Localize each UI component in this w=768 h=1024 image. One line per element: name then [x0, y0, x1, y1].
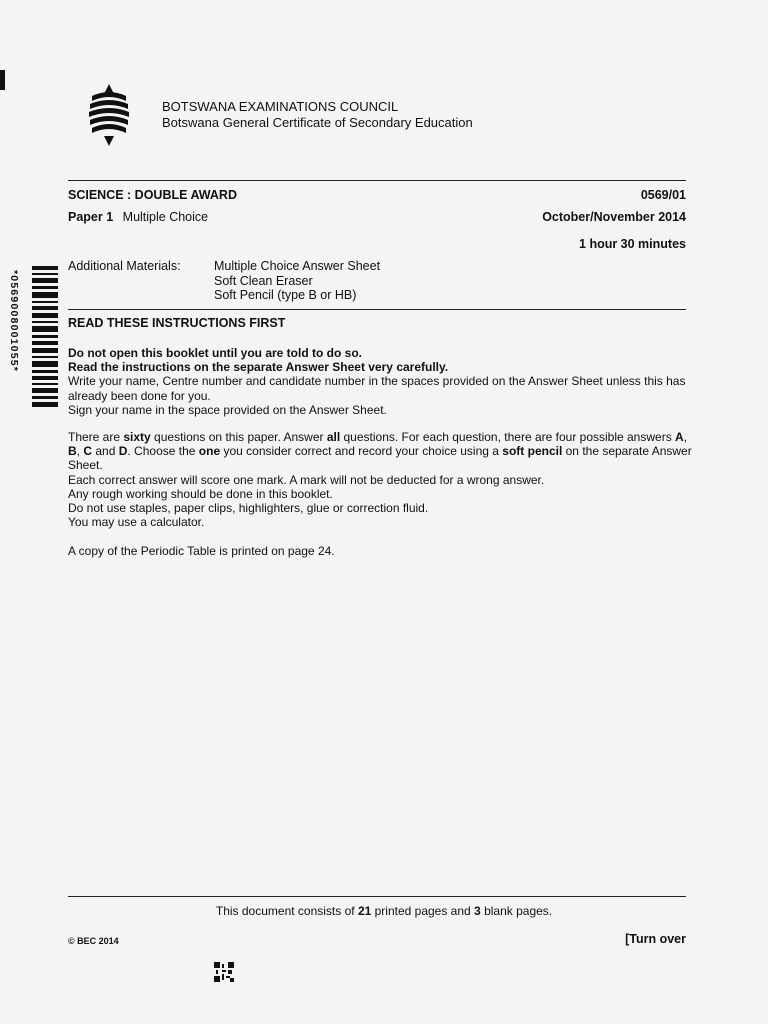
instructions-block-2 — [68, 430, 698, 529]
instruction-line: Write your name, Centre number and candidate number in the spaces provided on the Answer Sheet unless this has already been done for you. — [68, 374, 686, 403]
instruction-line: Sign your name in the space provided on the Answer Sheet. — [68, 402, 387, 417]
instruction-line: Each correct answer will score one mark. A mark will not be deducted for a wrong answer. — [68, 472, 545, 487]
materials-list — [214, 259, 380, 303]
mid-rule — [68, 309, 686, 310]
page-count-note: This document consists of 21 printed pages and 3 blank pages. — [215, 904, 553, 918]
side-barcode-icon — [32, 266, 58, 408]
qr-code-icon — [214, 962, 234, 982]
instruction-line: Any rough working should be done in this booklet. — [68, 486, 333, 501]
paper-type: Multiple Choice — [122, 210, 209, 224]
side-barcode-text: *0569008001055* — [8, 270, 20, 373]
certificate-name: Botswana General Certificate of Secondary Education — [162, 115, 473, 130]
copyright: © BEC 2014 — [68, 936, 119, 946]
subject-title: SCIENCE : DOUBLE AWARD — [68, 188, 237, 202]
instructions-heading: READ THESE INSTRUCTIONS FIRST — [68, 316, 286, 330]
instruction-line: You may use a calculator. — [68, 515, 205, 530]
turn-over: [Turn over — [625, 932, 686, 946]
material-item: Multiple Choice Answer Sheet — [214, 259, 381, 273]
paper-line — [68, 210, 208, 224]
exam-session: October/November 2014 — [542, 210, 686, 224]
bec-logo-icon — [86, 82, 132, 148]
scan-mark — [0, 70, 5, 90]
materials-label: Additional Materials: — [68, 259, 181, 273]
organisation-name: BOTSWANA EXAMINATIONS COUNCIL — [162, 99, 399, 114]
paper-code: 0569/01 — [640, 188, 686, 202]
exam-duration: 1 hour 30 minutes — [579, 237, 686, 251]
questions-paragraph: There are sixty questions on this paper. Answer all questions. For each question, there are four possible answers A, B, C and D. Choose the one you consider correct and record your choice using a soft pencil on the separate Answer Sheet. — [68, 430, 692, 473]
top-rule — [68, 180, 686, 181]
paper-label: Paper 1 — [68, 210, 114, 224]
footer-rule — [68, 896, 686, 897]
council-heading — [162, 99, 473, 131]
material-item: Soft Pencil (type B or HB) — [214, 288, 357, 302]
material-item: Soft Clean Eraser — [214, 273, 313, 288]
instruction-line: Do not use staples, paper clips, highlighters, glue or correction fluid. — [68, 501, 429, 516]
periodic-table-note: A copy of the Periodic Table is printed on page 24. — [68, 544, 335, 558]
instructions-block-1 — [68, 346, 698, 417]
instruction-line: Read the instructions on the separate Answer Sheet very carefully. — [68, 360, 449, 375]
instruction-line: Do not open this booklet until you are told to do so. — [68, 346, 362, 360]
side-barcode-digits — [8, 268, 22, 408]
